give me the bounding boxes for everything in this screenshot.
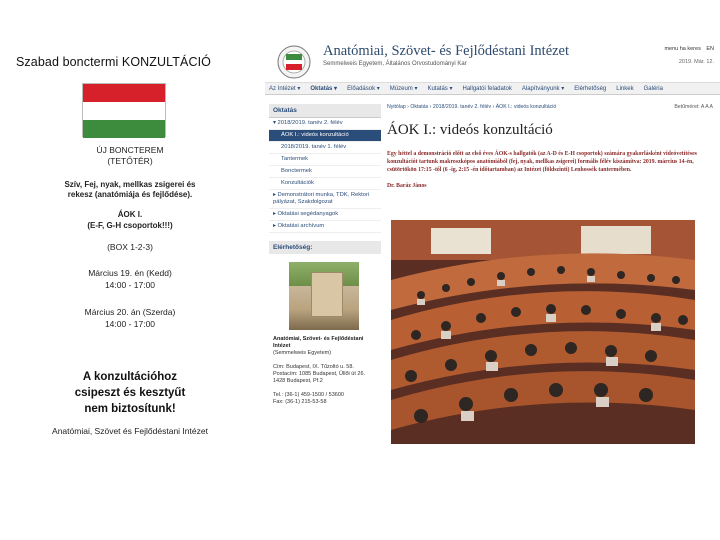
notice-line2: csipeszt és kesztyűt: [74, 387, 186, 399]
sidebar-item-demonstrator[interactable]: ▸ Demonstrátori munka, TDK, Rektori pályázat, Szakdolgozat: [269, 190, 381, 209]
group-line1: ÁOK I.: [117, 210, 143, 219]
text-size-control[interactable]: Betűméret: A A A: [674, 104, 713, 110]
contact-name: Anatómiai, Szövet- és Fejlődéstani Intézet: [273, 336, 364, 349]
contact-address: Cím: Budapest, IX. Tűzoltó u. 58.: [273, 364, 354, 370]
nav-museum[interactable]: Múzeum ▾: [389, 86, 418, 92]
nav-research[interactable]: Kutatás ▾: [427, 86, 453, 92]
nav-links[interactable]: Linkek: [616, 85, 634, 92]
poster: [0, 0, 255, 540]
main-content: [387, 104, 717, 189]
time2: 14:00 - 17:00: [104, 319, 156, 329]
site-subtitle: Semmelweis Egyetem, Általános Orvostudományi Kar: [323, 61, 467, 67]
nav-gallery[interactable]: Galéria: [643, 85, 663, 92]
nav-student-tasks[interactable]: Hallgatói feladatok: [462, 85, 512, 92]
sidebar-item-video-consultation[interactable]: ÁOK I.: videós konzultáció: [269, 130, 381, 142]
sidebar-item-classrooms[interactable]: Tantermek: [269, 154, 381, 166]
site-title[interactable]: Anatómiai, Szövet- és Fejlődéstani Intézet: [323, 43, 570, 59]
sidebar-item-consultations[interactable]: Konzultációk: [269, 178, 381, 190]
nav-institute[interactable]: Az Intézet ▾: [269, 86, 301, 92]
author-name: Dr. Baráz János: [387, 183, 427, 189]
nav-lectures[interactable]: Előadások ▾: [347, 86, 380, 92]
header-tools: [660, 46, 714, 65]
website-screenshot: [265, 42, 720, 445]
contact-fax: Fax: (36-1) 215-53-58: [273, 399, 327, 405]
contact-phone: Tel.: (36-1) 459-1500 / 53600: [273, 392, 344, 398]
box-info: (BOX 1-2-3): [107, 242, 153, 252]
poster-footer: Anatómiai, Szövet és Fejlődéstani Intézet: [52, 426, 208, 436]
notice-line1: A konzultációhoz: [82, 371, 178, 383]
sidebar-item-archive[interactable]: ▸ Oktatási archívum: [269, 221, 381, 233]
venue-line2: (TETŐTÉR): [107, 156, 153, 166]
poster-title: Szabad bonctermi KONZULTÁCIÓ: [16, 55, 211, 69]
search-link[interactable]: menu ha keres: [664, 46, 701, 52]
nav-contact[interactable]: Elérhetőség: [574, 85, 607, 92]
site-header: [265, 42, 720, 84]
main-nav: [265, 82, 720, 95]
contact-postal: Postacím: 1085 Budapest, Üllői út 26.: [273, 371, 366, 377]
sidebar-heading: Oktatás: [269, 104, 381, 118]
header-date: 2019. Már. 12.: [678, 59, 714, 65]
group-line2: (E-F, G-H csoportok!!!): [87, 221, 173, 230]
sidebar-item-dissection-rooms[interactable]: Bonctermek: [269, 166, 381, 178]
sidebar: [269, 104, 381, 444]
building-photo: [289, 262, 359, 330]
lead-paragraph: Egy héttel a demonstráció előtt az első éves ÁOK-s hallgatók (az A-D és E-H csoportok) számára gyakorlásként videóvetítéses konzultációt tartunk makroszkópos anatómiából (fej, nyak, mellkas zsigerei) formális félév kiszámítva: 2019. március 14-én, csütörtökön 17:15 -től (6 -ig, 2:15 -én időtartamban) az Intézet (földszinti) Lenhossék tantermében.: [387, 151, 697, 173]
notice-line3: nem biztosítunk!: [84, 403, 176, 415]
lecture-hall-photo: [391, 220, 695, 444]
breadcrumb[interactable]: Nyitólap › Oktatás › 2018/2019. tanév 2. félév › ÁOK I.: videós konzultáció: [387, 104, 557, 110]
sidebar-item-semester1[interactable]: 2018/2019. tanév 1. félév: [269, 142, 381, 154]
nav-foundation[interactable]: Alapítványunk ▾: [521, 86, 565, 92]
contact-org: (Semmelweis Egyetem): [273, 350, 332, 356]
nav-education[interactable]: Oktatás ▾: [310, 86, 338, 92]
date1: Március 19. én (Kedd): [88, 268, 172, 278]
sidebar-item-materials[interactable]: ▸ Oktatási segédanyagok: [269, 209, 381, 221]
contact-heading: Elérhetőség:: [269, 241, 381, 254]
page-title: ÁOK I.: videós konzultáció: [387, 122, 553, 138]
sidebar-item-semester2[interactable]: ▾ 2018/2019. tanév 2. félév: [269, 118, 381, 130]
venue-line1: ÚJ BONCTEREM: [96, 145, 164, 155]
university-crest-icon: [272, 44, 316, 80]
lang-link[interactable]: EN: [706, 46, 714, 52]
poster-topic: Szív, Fej, nyak, mellkas zsigerei és rekesz (anatómiája és fejlődése).: [64, 180, 196, 199]
date2: Március 20. án (Szerda): [84, 307, 176, 317]
hungarian-flag: [82, 83, 166, 137]
time1: 14:00 - 17:00: [104, 280, 156, 290]
contact-postal2: 1428 Budapest, Pf.2: [273, 378, 323, 384]
